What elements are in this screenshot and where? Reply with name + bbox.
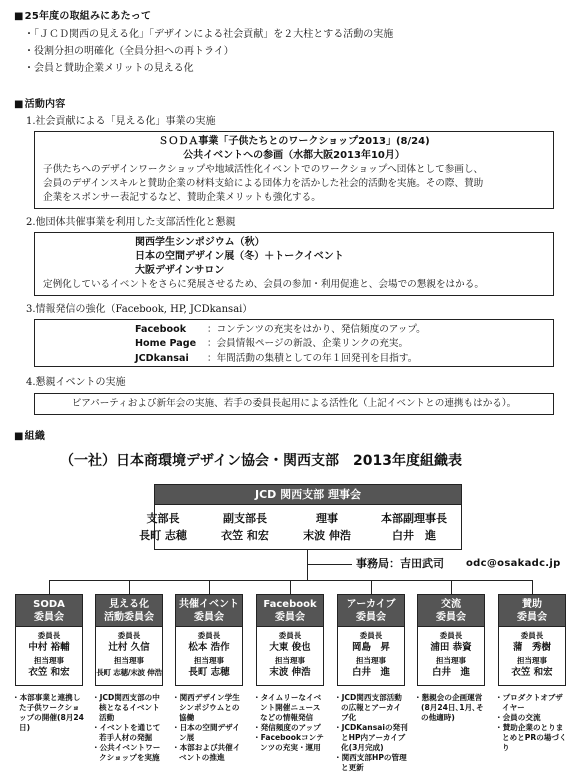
committee-activity: ・ JCD関西支部活動の広報とアーカイブ化 [334, 693, 408, 723]
connector-line [209, 580, 210, 594]
committee-name: 活動委員会 [104, 611, 154, 623]
chair-label: 委員長 [359, 631, 383, 640]
staff-name: 衣笠 和宏 [511, 667, 553, 678]
staff-label: 担当理事 [34, 656, 64, 665]
channel-name: JCDkansai [135, 352, 189, 364]
board-role [208, 510, 282, 544]
committee-name: 委員会 [194, 611, 224, 623]
activity-1-head: ＳＯＤＡ事業「子供たちとのワークショップ2013」(8/24) [158, 136, 430, 147]
connector-line [307, 565, 308, 581]
activity-1-title: 1.社会貢献による「見える化」事業の実施 [26, 116, 216, 127]
activity-2-line: 定例化しているイベントをさらに発展させるため、会員の参加・利用促進と、会場での懇親をはかる。 [43, 279, 484, 290]
committee-activities [172, 693, 246, 763]
committee-facebook [256, 594, 324, 686]
chair-label: 委員長 [37, 631, 61, 640]
role-name: 末波 伸浩 [303, 529, 351, 543]
activity-4-line: ビアパーティおよび新年会の実施、若手の委員長起用による活性化（上記イベントとの連携もはかる）。 [71, 398, 517, 409]
chair-name: 蒲 秀樹 [512, 642, 551, 653]
committee-name: 委員会 [275, 611, 305, 623]
staff-label: 担当理事 [275, 656, 305, 665]
activity-2-title: 2.他団体共催事業を利用した支部活性化と懇親 [26, 217, 236, 228]
staff-name: 衣笠 和宏 [28, 667, 70, 678]
chair-name: 浦田 恭資 [430, 642, 472, 653]
staff-name: 白井 進 [431, 667, 470, 678]
staff-name: 末波 伸浩 [269, 667, 311, 678]
activity-3-row [135, 323, 545, 337]
role-title: 支部長 [146, 512, 180, 525]
committee-name: アーカイブ [346, 598, 396, 610]
committee-activity: ・ 会員の交流 [495, 713, 569, 723]
activity-4-title: 4.懇親イベントの実施 [26, 377, 126, 388]
committee-name: 委員会 [34, 611, 64, 623]
staff-name: 長町 志穂/末波 伸浩 [96, 668, 162, 677]
committee-activities [414, 693, 488, 723]
committee-activity: ・ JCD関西支部の中核となるイベント活動 [92, 693, 166, 723]
committee-name: Facebook [263, 598, 317, 610]
committee-activities [495, 693, 569, 753]
committee-activities [92, 693, 166, 763]
committee-activity: ・ 懇親会の企画運営(8月24日､1月､その他適時) [414, 693, 488, 723]
committee-name: 委員会 [356, 611, 386, 623]
activity-2-head: 関西学生シンポジウム（秋） [135, 237, 265, 248]
committee-activity: ・ 本部および共催イベントの推進 [172, 743, 246, 763]
staff-label: 担当理事 [517, 656, 547, 665]
board-title: JCD 関西支部 理事会 [155, 485, 461, 505]
role-title: 副支部長 [223, 512, 267, 525]
activity-4-box [34, 393, 554, 415]
board-role [290, 510, 364, 544]
goal-item: ・会員と賛助企業メリットの見える化 [24, 63, 194, 74]
committee-activity: ・ イベントを通じて若手人材の発掘 [92, 723, 166, 743]
committee-name: 委員会 [436, 611, 466, 623]
committee-activity: ・ 賛助企業のとりまとめとPRの場づくり [495, 723, 569, 753]
committee-activities [253, 693, 327, 753]
org-title: （一社）日本商環境デザイン協会・関西支部 2013年度組織表 [60, 453, 462, 469]
connector-line [307, 564, 352, 565]
board-role [126, 510, 200, 544]
activity-2-head: 日本の空間デザイン展（冬）＋トークイベント [135, 251, 344, 262]
connector-line [290, 580, 291, 594]
committee-activity: ・ Facebookコンテンツの充実・運用 [253, 733, 327, 753]
goals-title: ■ 25年度の取組みにあたって [14, 10, 151, 24]
committee-activity: ・ JCDKansaiの発刊とHP内アーカイブ化(3月完成) [334, 723, 408, 753]
committee-activity: ・ 日本の空間デザイン展 [172, 723, 246, 743]
role-title: 理事 [316, 512, 338, 525]
staff-name: 長町 志穂 [188, 667, 230, 678]
goal-item: ・「ＪＣＤ関西の見える化」「デザインによる社会貢献」を２大柱とする活動の実施 [24, 29, 394, 40]
channel-desc: ：コンテンツの充実をはかり、発信頻度のアップ。 [207, 324, 426, 335]
activity-3-row [135, 352, 545, 366]
committee-exchange [417, 594, 485, 686]
staff-label: 担当理事 [114, 656, 144, 665]
chair-label: 委員長 [520, 631, 544, 640]
activity-1-line: 企業をスポンサー表記するなど、賛助企業メリットも強化する。 [43, 191, 321, 203]
committee-visibility [95, 594, 163, 686]
committee-activities [12, 693, 86, 733]
activity-1-line: 会員のデザインスキルと賛助企業の材料支給による団体力を活かした社会的活動を実施。その際、賛助 [43, 177, 484, 189]
staff-name: 白井 進 [351, 667, 390, 678]
channel-name: Facebook [135, 324, 187, 335]
connector-line [451, 580, 452, 594]
channel-name: Home Page [135, 338, 197, 350]
staff-label: 担当理事 [194, 656, 224, 665]
role-name: 長町 志穂 [139, 529, 187, 543]
activity-3-row [135, 337, 545, 351]
chair-name: 辻村 久信 [108, 642, 150, 653]
committee-support [498, 594, 566, 686]
role-title: 本部副理事長 [381, 512, 447, 525]
goal-item: ・役割分担の明確化（全員分担への再トライ） [24, 46, 234, 57]
connector-line [49, 580, 50, 594]
activity-2-head: 大阪デザインサロン [135, 265, 225, 276]
goals-list [24, 28, 393, 79]
committee-archive [337, 594, 405, 686]
board-role [368, 510, 460, 544]
connector-line [307, 550, 308, 565]
committee-activity: ・ 公共イベントワークショップを実施 [92, 743, 166, 763]
activity-3-box [34, 319, 554, 367]
committee-activity: ・ 本部事業と連携した子供ワークショップの開催(8月24日) [12, 693, 86, 733]
committee-name: 交流 [441, 598, 461, 610]
activity-3-title: 3.情報発信の強化（Facebook, HP, JCDkansai） [26, 304, 253, 315]
connector-line [532, 580, 533, 594]
chair-name: 松本 浩作 [188, 642, 230, 653]
email-text: odc@osakadc.jp [466, 558, 561, 569]
chair-label: 委員長 [278, 631, 302, 640]
activity-1-box [34, 131, 554, 209]
committee-name: 賛助 [522, 598, 542, 610]
chair-label: 委員長 [117, 631, 141, 640]
channel-desc: ：年間活動の集積としての年１回発刊を目指す。 [207, 352, 418, 364]
committee-soda [15, 594, 83, 686]
committee-activity: ・ 関西支部HPの管理と更新 [334, 753, 408, 773]
staff-label: 担当理事 [356, 656, 386, 665]
activity-2-box [34, 232, 554, 296]
role-name: 白井 進 [392, 529, 436, 543]
staff-label: 担当理事 [436, 656, 466, 665]
committee-activity: ・ プロダクトオブザイヤー [495, 693, 569, 713]
activity-1-line: 子供たちへのデザインワークショップや地域活性化イベントでのワークショップへ団体として参画し、 [43, 164, 484, 175]
chair-label: 委員長 [197, 631, 221, 640]
channel-desc: ：会員情報ページの新設、企業リンクの充実。 [207, 338, 409, 350]
chair-name: 岡島 昇 [351, 642, 390, 653]
chair-name: 大東 俊也 [269, 642, 311, 653]
org-section-title: ■ 組織 [14, 430, 45, 444]
chair-name: 中村 裕輔 [28, 642, 70, 653]
committee-activity: ・ 関西デザイン学生シンポジウムとの協働 [172, 693, 246, 723]
committee-activity: ・ タイムリーなイベント開催ニュースなどの情報発信 [253, 693, 327, 723]
committee-cohost [175, 594, 243, 686]
activities-title: ■ 活動内容 [14, 98, 65, 112]
committee-name: SODA [33, 598, 65, 610]
committee-activity: ・ 発信頻度のアップ [253, 723, 327, 733]
committee-name: 委員会 [517, 611, 547, 623]
activity-1-head: 公共イベントへの参画（水都大阪2013年10月） [183, 150, 405, 161]
chair-label: 委員長 [439, 631, 463, 640]
connector-line [371, 580, 372, 594]
committee-activities [334, 693, 408, 773]
office-label: 事務局：吉田武司 [356, 557, 444, 570]
committee-name: 見える化 [109, 598, 149, 610]
role-name: 衣笠 和宏 [221, 529, 269, 543]
connector-line [129, 580, 130, 594]
committee-name: 共催イベント [179, 598, 239, 610]
